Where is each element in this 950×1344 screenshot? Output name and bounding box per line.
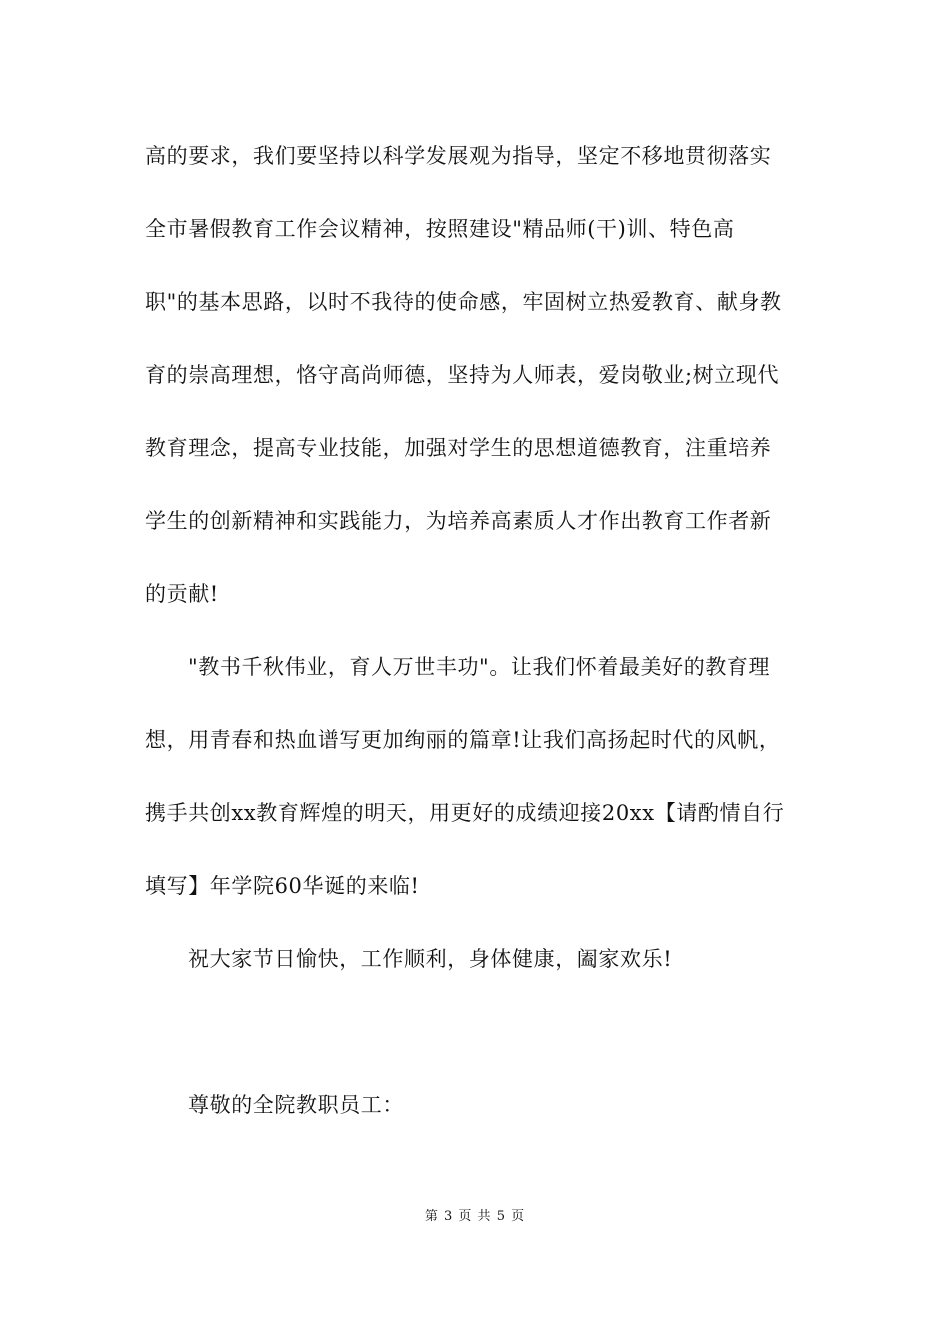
footer-total-pages: 5 <box>496 1209 506 1224</box>
body-line-1: 高的要求，我们要坚持以科学发展观为指导，坚定不移地贯彻落实 <box>145 144 772 168</box>
body-line-9: 想，用青春和热血谱写更加绚丽的篇章!让我们高扬起时代的风帆， <box>145 728 781 752</box>
body-line-11: 填写】年学院60华诞的来临! <box>145 874 420 898</box>
footer-prefix: 第 <box>424 1209 439 1224</box>
body-line-4: 育的崇高理想，恪守高尚师德，坚持为人师表，爱岗敬业;树立现代 <box>145 363 780 387</box>
salutation-line: 尊敬的全院教职员工： <box>188 1093 404 1117</box>
footer-suffix: 页 <box>511 1209 526 1224</box>
page-number-footer <box>0 1208 950 1226</box>
closing-line: 祝大家节日愉快，工作顺利，身体健康，阖家欢乐! <box>188 947 673 971</box>
body-line-2: 全市暑假教育工作会议精神，按照建设"精品师(干)训、特色高 <box>145 217 735 241</box>
footer-middle: 页 共 <box>458 1209 492 1224</box>
body-line-7: 的贡献! <box>145 582 219 606</box>
body-line-10: 携手共创xx教育辉煌的明天，用更好的成绩迎接20xx【请酌情自行 <box>145 801 785 825</box>
body-line-6: 学生的创新精神和实践能力，为培养高素质人才作出教育工作者新 <box>145 509 772 533</box>
footer-current-page: 3 <box>444 1209 454 1224</box>
body-line-8: "教书千秋伟业，育人万世丰功"。让我们怀着最美好的教育理 <box>188 655 771 679</box>
body-line-5: 教育理念，提高专业技能，加强对学生的思想道德教育，注重培养 <box>145 436 772 460</box>
body-line-3: 职"的基本思路，以时不我待的使命感，牢固树立热爱教育、献身教 <box>145 290 782 314</box>
